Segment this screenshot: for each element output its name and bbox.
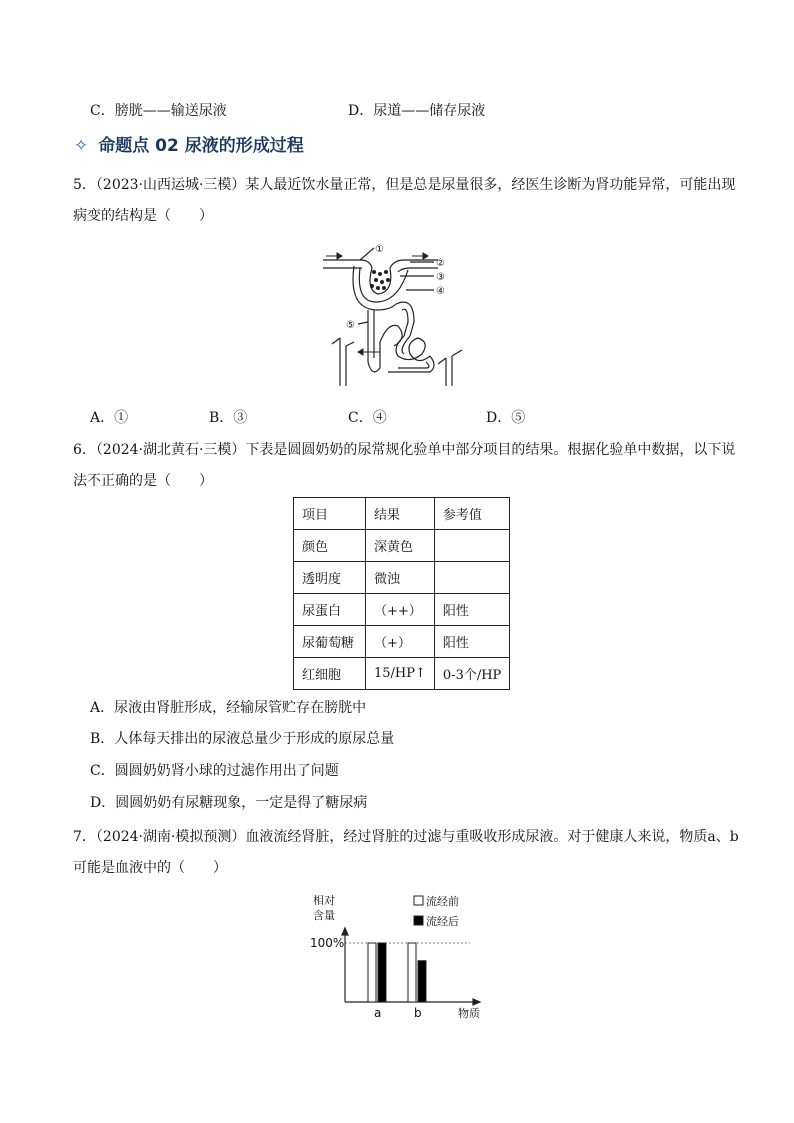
q5-option-b: B．③ [209, 410, 248, 426]
efferent-arteriole [390, 260, 438, 268]
q5-option-c: C．④ [348, 410, 387, 426]
x-axis-arrow [473, 999, 480, 1005]
table-row [294, 562, 510, 594]
x-axis-label: 物质 [458, 1007, 480, 1020]
table-header-row [294, 498, 510, 530]
legend-label-before: 流经前 [426, 895, 459, 908]
bar-a-before [368, 943, 376, 1002]
q5-stem-line1: 5．（2023·山西运城·三模）某人最近饮水量正常，但是总是尿量很多，经医生诊断为肾功能异常，可能出现 [73, 177, 736, 193]
y-axis-label-line2: 含量 [313, 909, 335, 922]
urinalysis-table [293, 497, 510, 690]
label-5: ⑤ [346, 320, 355, 331]
table-cell: 深黄色 [366, 530, 435, 562]
table-row [294, 530, 510, 562]
sparkle-icon: ✧ [74, 136, 89, 156]
bar-chart [300, 888, 500, 1024]
q6-option-d: D．圆圆奶奶有尿糖现象，一定是得了糖尿病 [90, 795, 368, 811]
option-d-urethra: D．尿道——储存尿液 [348, 103, 486, 119]
table-row [294, 626, 510, 658]
table-cell: 尿蛋白 [294, 594, 366, 626]
legend-swatch-after [414, 916, 423, 925]
y-tick-100: 100% [310, 936, 345, 950]
table-header-item: 项目 [294, 498, 366, 530]
table-cell: 阳性 [434, 594, 509, 626]
q5-option-d: D．⑤ [486, 410, 526, 426]
legend-swatch-before [414, 896, 423, 905]
bar-b-before [408, 943, 416, 1002]
table-cell: 尿葡萄糖 [294, 626, 366, 658]
table-cell: 红细胞 [294, 658, 366, 690]
y-axis-arrow [342, 928, 348, 935]
q7-stem-line2: 可能是血液中的（ ） [73, 860, 227, 876]
table-cell: 0-3个/HP [434, 658, 509, 690]
label-2: ② [436, 258, 445, 269]
table-cell: 颜色 [294, 530, 366, 562]
q6-option-c: C．圆圆奶奶肾小球的过滤作用出了问题 [90, 763, 339, 779]
table-cell: 透明度 [294, 562, 366, 594]
y-axis-label-line1: 相对 [313, 894, 335, 907]
afferent-arteriole [323, 260, 372, 268]
table-row [294, 658, 510, 690]
bar-b-after [418, 961, 426, 1002]
q5-stem-line2: 病变的结构是（ ） [73, 208, 213, 224]
section-title: 命题点 02 尿液的形成过程 [98, 136, 304, 156]
table-cell [434, 530, 509, 562]
table-row [294, 594, 510, 626]
q6-option-b: B．人体每天排出的尿液总量少于形成的原尿总量 [90, 731, 395, 747]
table-cell [434, 562, 509, 594]
table-cell: （++） [366, 594, 435, 626]
table-header-result: 结果 [366, 498, 435, 530]
q5-option-a: A．① [90, 410, 129, 426]
label-1: ① [375, 244, 384, 255]
section-heading [74, 136, 304, 156]
nephron-diagram [318, 238, 474, 388]
legend-label-after: 流经后 [426, 915, 459, 928]
q6-stem-line1: 6．（2024·湖北黄石·三模）下表是圆圆奶奶的尿常规化验单中部分项目的结果。根据化验单中数据，以下说 [73, 442, 736, 458]
x-tick-b: b [414, 1006, 422, 1020]
label-3: ③ [436, 272, 445, 283]
option-c-bladder: C．膀胱——输送尿液 [90, 103, 227, 119]
table-header-reference: 参考值 [434, 498, 509, 530]
bowmans-capsule [359, 268, 408, 302]
table-cell: 15/HP↑ [366, 658, 435, 690]
q7-stem-line1: 7．（2024·湖南·模拟预测）血液流经肾脏，经过肾脏的过滤与重吸收形成尿液。对于健康人来说，物质a、b [73, 829, 739, 845]
bar-a-after [378, 943, 386, 1002]
label-4: ④ [436, 286, 445, 297]
table-cell: 微浊 [366, 562, 435, 594]
table-cell: 阳性 [434, 626, 509, 658]
q6-option-a: A．尿液由肾脏形成，经输尿管贮存在膀胱中 [90, 700, 367, 716]
q6-stem-line2: 法不正确的是（ ） [73, 473, 213, 489]
x-tick-a: a [374, 1006, 382, 1020]
table-cell: （+） [366, 626, 435, 658]
